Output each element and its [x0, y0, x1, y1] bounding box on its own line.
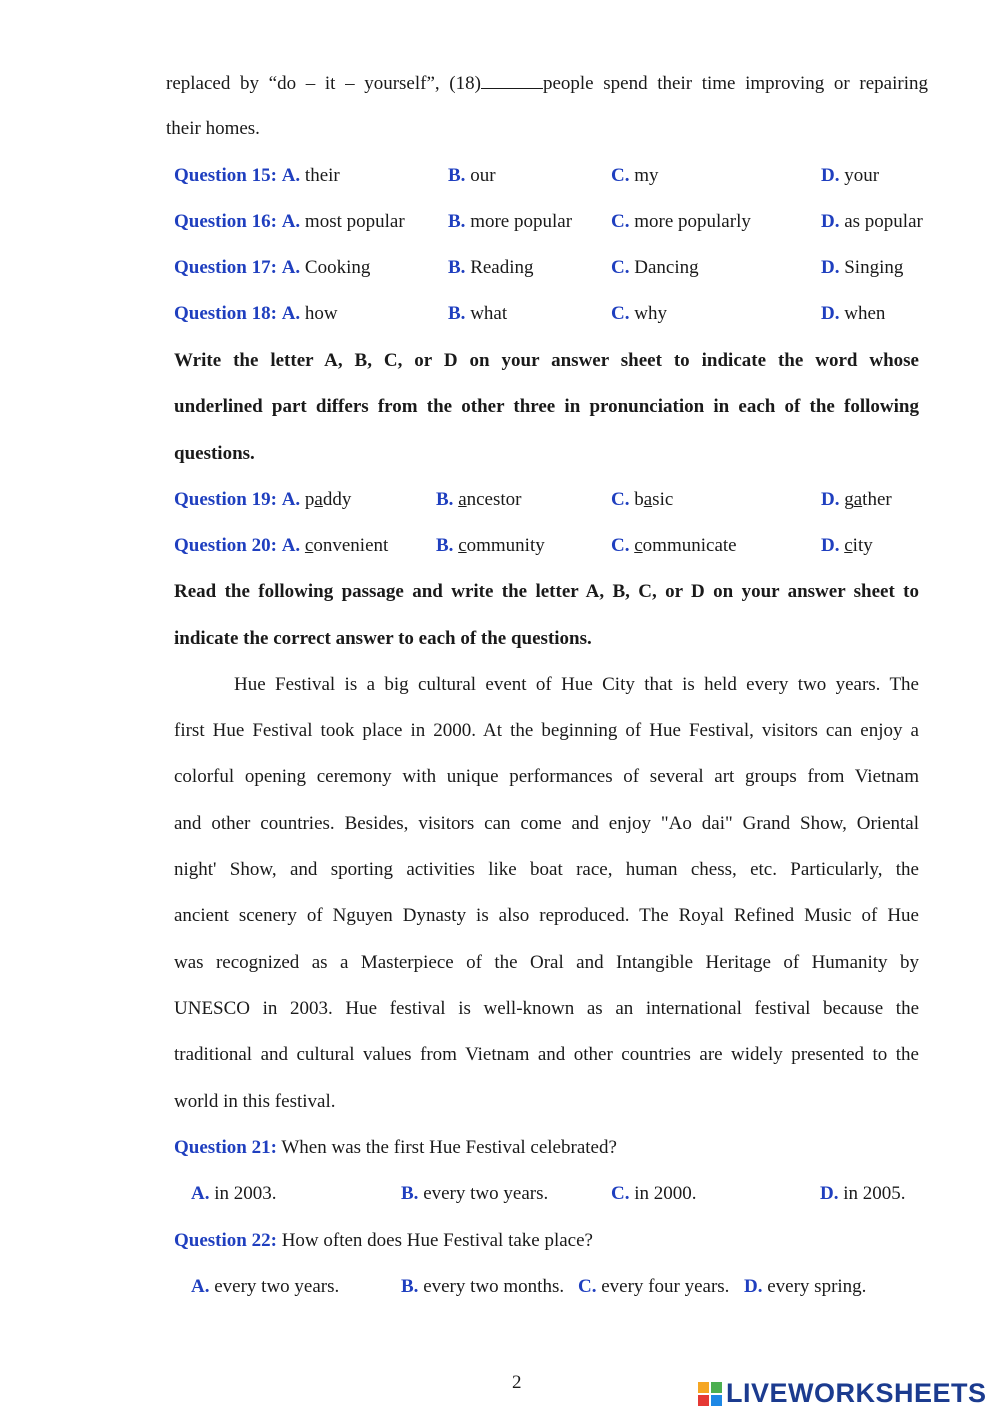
option-text: as popular	[844, 211, 923, 232]
underlined-part: c	[304, 535, 314, 556]
passage-line: UNESCO in 2003. Hue festival is well-known as an international festival because the	[174, 998, 919, 1019]
underlined-part: c	[458, 535, 467, 556]
option-letter: B.	[436, 489, 454, 510]
option-letter: D.	[821, 535, 840, 556]
question-label: Question 15:	[174, 165, 277, 186]
question-label: Question 21:	[174, 1137, 277, 1158]
section-instruction: underlined part differs from the other three in pronunciation in each of the following	[174, 396, 919, 417]
question-text: When was the first Hue Festival celebrated?	[281, 1137, 617, 1158]
option-letter: D.	[821, 211, 840, 232]
question-label: Question 17:	[174, 257, 277, 278]
option-text: Dancing	[634, 257, 699, 278]
option-letter: B.	[401, 1276, 419, 1297]
option-text: more popular	[470, 211, 573, 232]
option-letter: A.	[281, 211, 301, 232]
question-label: Question 16:	[174, 211, 277, 232]
question-22	[174, 1229, 593, 1253]
option-letter: D.	[821, 165, 840, 186]
option-letter: B.	[448, 303, 466, 324]
option-text: Cooking	[304, 257, 371, 278]
option-text: most popular	[304, 211, 405, 232]
passage-line	[166, 70, 928, 96]
option-letter: C.	[611, 165, 630, 186]
option-letter: C.	[611, 211, 630, 232]
option-letter: C.	[611, 489, 630, 510]
underlined-part: c	[844, 535, 853, 556]
passage-line: first Hue Festival took place in 2000. At the beginning of Hue Festival, visitors can enjoy a	[174, 720, 919, 741]
option-text: every two months.	[423, 1276, 565, 1297]
option-text: every two years.	[214, 1276, 340, 1297]
question-label: Question 20:	[174, 535, 277, 556]
question-21	[174, 1136, 617, 1160]
passage-line: colorful opening ceremony with unique performances of several art groups from Vietnam	[174, 766, 919, 787]
question-text: How often does Hue Festival take place?	[281, 1230, 593, 1251]
option-text: my	[634, 165, 659, 186]
option-letter: A.	[281, 303, 301, 324]
option-letter: D.	[744, 1276, 763, 1297]
option-text: city	[844, 535, 873, 556]
option-letter: C.	[611, 1183, 630, 1204]
section-instruction: Write the letter A, B, C, or D on your answer sheet to indicate the word whose	[174, 350, 919, 371]
question-label: Question 19:	[174, 489, 277, 510]
option-text: how	[304, 303, 338, 324]
underlined-part: a	[643, 489, 653, 510]
question-label: Question 18:	[174, 303, 277, 324]
liveworksheets-logo-icon	[698, 1380, 724, 1406]
underlined-part: a	[853, 489, 863, 510]
option-text: basic	[634, 489, 674, 510]
option-letter: C.	[578, 1276, 597, 1297]
option-text: in 2000.	[634, 1183, 697, 1204]
question-label: Question 22:	[174, 1230, 277, 1251]
passage-line: world in this festival.	[174, 1091, 336, 1112]
option-letter: D.	[821, 303, 840, 324]
passage-line: was recognized as a Masterpiece of the Oral and Intangible Heritage of Humanity by	[174, 952, 919, 973]
option-text: more popularly	[634, 211, 751, 232]
option-letter: B.	[436, 535, 454, 556]
option-letter: A.	[281, 257, 301, 278]
option-letter: D.	[821, 257, 840, 278]
option-letter: B.	[448, 211, 466, 232]
passage-line: Hue Festival is a big cultural event of Hue City that is held every two years. The	[234, 674, 919, 695]
option-text: what	[470, 303, 508, 324]
option-text: gather	[844, 489, 892, 510]
option-letter: A.	[281, 165, 301, 186]
option-text: community	[458, 535, 545, 556]
underlined-part: c	[634, 535, 643, 556]
underlined-part: a	[314, 489, 323, 510]
option-text: their	[304, 165, 340, 186]
passage-line: ancient scenery of Nguyen Dynasty is also reproduced. The Royal Refined Music of Hue	[174, 905, 919, 926]
page-number: 2	[512, 1372, 522, 1393]
passage-line: traditional and cultural values from Vietnam and other countries are widely presented to the	[174, 1044, 919, 1065]
section-instruction: indicate the correct answer to each of the questions.	[174, 628, 592, 649]
intro-text: replaced by “do – it – yourself”, (18)	[166, 73, 481, 94]
option-text: paddy	[304, 489, 352, 510]
option-text: our	[470, 165, 496, 186]
option-letter: D.	[821, 489, 840, 510]
option-text: Singing	[844, 257, 904, 278]
option-letter: C.	[611, 303, 630, 324]
option-letter: A.	[191, 1276, 210, 1297]
passage-line: their homes.	[166, 118, 260, 139]
option-text: in 2005.	[843, 1183, 906, 1204]
option-letter: B.	[401, 1183, 419, 1204]
option-text: why	[634, 303, 667, 324]
logo-text: LIVEWORKSHEETS	[726, 1377, 987, 1408]
option-text: convenient	[304, 535, 389, 556]
option-letter: C.	[611, 535, 630, 556]
underlined-part: a	[458, 489, 467, 510]
section-instruction: questions.	[174, 443, 255, 464]
option-text: every four years.	[601, 1276, 730, 1297]
option-text: communicate	[634, 535, 737, 556]
option-text: every two years.	[423, 1183, 549, 1204]
option-letter: B.	[448, 165, 466, 186]
option-letter: C.	[611, 257, 630, 278]
passage-line: and other countries. Besides, visitors can come and enjoy "Ao dai" Grand Show, Oriental	[174, 813, 919, 834]
option-text: every spring.	[767, 1276, 867, 1297]
option-text: ancestor	[458, 489, 522, 510]
option-text: your	[844, 165, 880, 186]
option-text: Reading	[470, 257, 534, 278]
option-letter: D.	[820, 1183, 839, 1204]
section-instruction: Read the following passage and write the letter A, B, C, or D on your answer sheet to	[174, 581, 919, 602]
intro-text: people spend their time improving or repairing	[542, 73, 928, 94]
option-text: in 2003.	[214, 1183, 277, 1204]
option-letter: B.	[448, 257, 466, 278]
liveworksheets-logo[interactable]	[698, 1378, 987, 1408]
option-letter: A.	[281, 535, 301, 556]
option-letter: A.	[281, 489, 301, 510]
answer-blank	[481, 70, 543, 89]
option-text: when	[844, 303, 886, 324]
option-letter: A.	[191, 1183, 210, 1204]
passage-line: night' Show, and sporting activities like boat race, human chess, etc. Particularly, the	[174, 859, 919, 880]
